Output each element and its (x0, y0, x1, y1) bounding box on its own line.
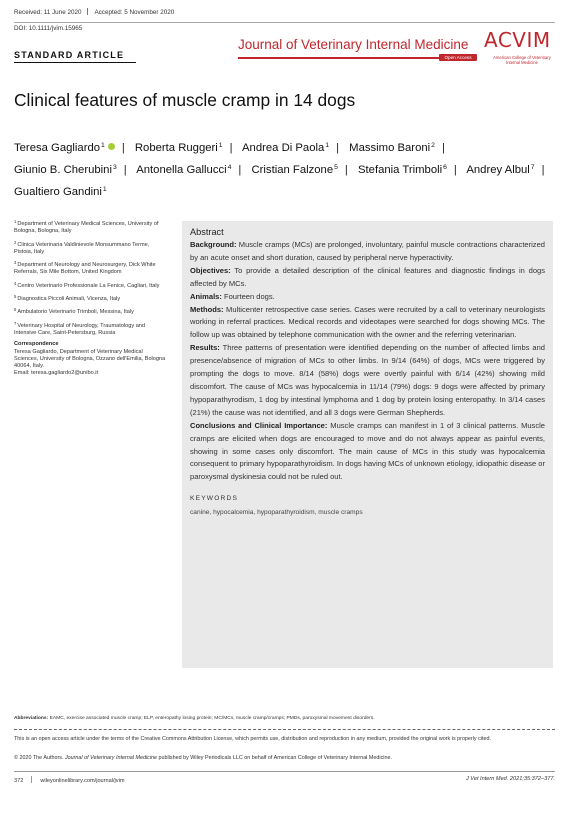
correspondence-text: Teresa Gagliardo, Department of Veterinary Medical Sciences, University of Bologna, Ozzano dell'Emilia, Bologna 40064, Italy. (14, 348, 166, 370)
acvim-logo-subtitle: American College of Veterinary Internal Medicine (493, 55, 551, 66)
affiliation: $^7$Veterinary Hospital of Neurology, Traumatology and Intensive Care, Saint-Petersburg, Russia (14, 320, 146, 336)
author-name[interactable]: Andrea Di Paola$^1$ (242, 142, 330, 154)
abstract-background: Background: Muscle cramps (MCs) are prolonged, involuntary, painful muscle contractions characterized by an acute onset and short duration, caused by peripheral nerve hyperactivity. (190, 240, 545, 262)
affiliation: $^4$Centro Veterinario Professionale La Fenice, Cagliari, Italy (14, 280, 160, 289)
page-footer (14, 776, 555, 784)
abstract-box (182, 221, 553, 668)
open-access-badge: Open Access (439, 54, 477, 61)
affiliations (14, 218, 166, 378)
journal-url[interactable]: wileyonlinelibrary.com/journal/jvim (40, 778, 125, 784)
author-name[interactable]: Roberta Ruggeri$^1$ (134, 142, 223, 154)
accepted-date: Accepted: 5 November 2020 (94, 9, 175, 16)
article-title: Clinical features of muscle cramp in 14 dogs (14, 90, 356, 110)
abstract-objectives: Objectives: To provide a detailed description of the clinical features and diagnostic findings in dogs affected by MCs. (190, 265, 545, 288)
affiliation: $^2$Clinica Veterinaria Valdinievole Monsummano Terme, Pistoia, Italy (14, 239, 150, 255)
keywords: canine, hypocalcemia, hypoparathyroidism, muscle cramps (190, 509, 363, 517)
license-divider (14, 729, 555, 730)
citation: J Vet Intern Med. 2021;35:372–377. (465, 776, 555, 782)
doi-link[interactable]: DOI: 10.1111/jvim.15965 (14, 25, 83, 32)
received-date: Received: 11 June 2020 (14, 9, 82, 16)
abstract-results: Results: Three patterns of presentation were identified depending on the number of affected limbs and presence/absence of migration of MCs to other limbs. In 9/14 (64%) of dogs, MCs were triggered by prompting the dogs to move. 8/14 (58%) dogs were overtly painful with 6/14 (42%) showing mild discomfort. The cause of MCs was hypocalcemia in 11/14 (79%) dogs: 9 dogs were affected by primary hypoparathyrodism, 1 dog by intestinal lymphoma and 1 dog by protein losing enteropathy. In 3/14 cases (21%) the cause was not identified, and all 3 dogs were German Shepherds. (190, 343, 545, 417)
author-name[interactable]: Stefania Trimboli$^6$ (357, 164, 447, 176)
section-rule (14, 62, 136, 63)
author-name[interactable]: Andrey Albul$^7$ (466, 164, 535, 176)
correspondence-email[interactable]: Email: teresa.gagliardo2@unibo.it (14, 370, 99, 377)
section-label: STANDARD ARTICLE (14, 50, 125, 60)
correspondence-heading: Correspondence (14, 341, 59, 348)
author-name[interactable]: Gualtiero Gandini$^1$ (14, 186, 107, 198)
author-name[interactable]: Massimo Baroni$^2$ (349, 142, 435, 154)
keywords-heading: KEYWORDS (190, 495, 239, 503)
footer-rule (14, 771, 555, 772)
affiliation: $^3$Department of Neurology and Neurosurgery, Dick White Referrals, Six Mile Bottom, United Kingdom (14, 260, 156, 276)
author-name[interactable]: Cristian Falzone$^5$ (251, 164, 338, 176)
affiliation: $^6$Ambulatorio Veterinario Trimboli, Messina, Italy (14, 307, 134, 316)
abstract-heading: Abstract (190, 227, 224, 237)
orcid-icon[interactable] (108, 143, 115, 150)
copyright-line: © 2020 The Authors. Journal of Veterinary Internal Medicine published by Wiley Periodicals LLC on behalf of American College of Veterinary Internal Medicine. (14, 755, 392, 761)
abbreviations: Abbreviations: EAMC, exercise associated muscle cramp; ELP, enteropathy losing protein; MC/MCs, muscle cramp/cramps; PMDs, paroxysmal movement disorders. (14, 716, 375, 721)
meta-divider (87, 8, 88, 15)
page-number: 372 (14, 778, 24, 784)
author-name[interactable]: Giunio B. Cherubini$^3$ (14, 164, 117, 176)
affiliation: $^1$Department of Veterinary Medical Sciences, University of Bologna, Bologna, Italy (14, 219, 159, 235)
author-list: Teresa Gagliardo$^1$ | Roberta Ruggeri$^1$ | Andrea Di Paola$^1$ | Massimo Baroni$^2$ | Giunio B. Cherubini$^3$ | Antonella Gallucci$^4$ | Cristian Falzone$^5$ | Stefania Trimboli$^6$ | Andrey Albul$^7$ | Gualtiero Gandini$^1$ (14, 142, 545, 198)
author-name[interactable]: Teresa Gagliardo$^1$ (14, 142, 115, 154)
journal-title[interactable]: Journal of Veterinary Internal Medicine (238, 37, 469, 52)
acvim-logo: ACVIM (484, 28, 551, 52)
affiliation: $^5$Diagnostica Piccoli Animali, Vicenza, Italy (14, 294, 121, 303)
dates-line (14, 8, 174, 16)
abstract-methods: Methods: Multicenter retrospective case series. Cases were recruited by a call to veterinary neurologists working in referral practices. Medical records and videotapes were searched for dogs showing MCs. The follow up was obtained by telephone communication with the owner and the referring veterinarian. (190, 304, 545, 340)
author-name[interactable]: Antonella Gallucci$^4$ (136, 164, 232, 176)
license-note: This is an open access article under the terms of the Creative Commons Attribution License, which permits use, distribution and reproduction in any medium, provided the original work is properly cited. (14, 736, 492, 742)
abstract-conclusions: Conclusions and Clinical Importance: Muscle cramps can manifest in 1 of 3 clinical patterns. Muscle cramps are elicited when dogs are encouraged to move and do not always appear as painful events, showing in some cases only discomfort. The main cause of MCs in this study was hypocalcemia consequent to primary hypoparathyroidism. In dogs having MCs of unknown etiology, idiopathic disease or paroxysmal dyskinesia could not be ruled out. (190, 420, 545, 482)
abstract-animals: Animals: Fourteen dogs. (190, 291, 275, 301)
header-rule (14, 22, 555, 23)
